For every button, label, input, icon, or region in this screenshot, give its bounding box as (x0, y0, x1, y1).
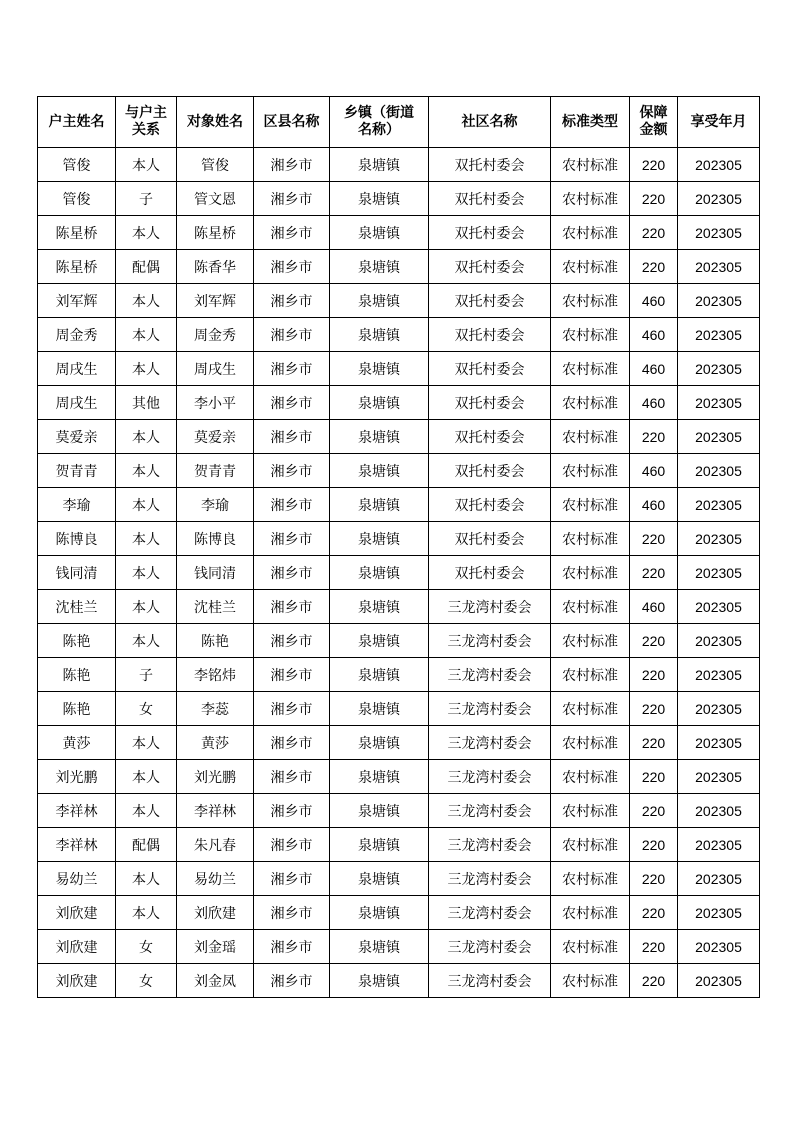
cell-county: 湘乡市 (254, 284, 330, 318)
cell-county: 湘乡市 (254, 658, 330, 692)
cell-month: 202305 (678, 692, 760, 726)
cell-standard-type: 农村标准 (551, 964, 630, 998)
cell-month: 202305 (678, 386, 760, 420)
header-county: 区县名称 (254, 97, 330, 148)
cell-community: 双托村委会 (429, 352, 551, 386)
table-row (38, 420, 760, 454)
cell-person-name: 李蕊 (177, 692, 254, 726)
table-row (38, 488, 760, 522)
cell-township: 泉塘镇 (330, 420, 429, 454)
table-body (38, 148, 760, 998)
cell-community: 双托村委会 (429, 148, 551, 182)
cell-householder: 易幼兰 (38, 862, 116, 896)
cell-month: 202305 (678, 250, 760, 284)
cell-township: 泉塘镇 (330, 148, 429, 182)
cell-county: 湘乡市 (254, 148, 330, 182)
cell-relation: 本人 (116, 726, 177, 760)
cell-county: 湘乡市 (254, 862, 330, 896)
cell-standard-type: 农村标准 (551, 182, 630, 216)
cell-community: 双托村委会 (429, 284, 551, 318)
table-row (38, 896, 760, 930)
header-householder: 户主姓名 (38, 97, 116, 148)
cell-relation: 本人 (116, 590, 177, 624)
cell-township: 泉塘镇 (330, 488, 429, 522)
cell-amount: 460 (630, 284, 678, 318)
cell-householder: 管俊 (38, 182, 116, 216)
cell-standard-type: 农村标准 (551, 250, 630, 284)
cell-amount: 220 (630, 692, 678, 726)
cell-township: 泉塘镇 (330, 692, 429, 726)
cell-person-name: 李铭炜 (177, 658, 254, 692)
cell-community: 三龙湾村委会 (429, 896, 551, 930)
cell-person-name: 刘金瑶 (177, 930, 254, 964)
cell-person-name: 周金秀 (177, 318, 254, 352)
cell-householder: 刘军辉 (38, 284, 116, 318)
cell-person-name: 李瑜 (177, 488, 254, 522)
cell-relation: 配偶 (116, 250, 177, 284)
cell-standard-type: 农村标准 (551, 624, 630, 658)
cell-standard-type: 农村标准 (551, 658, 630, 692)
table-row (38, 182, 760, 216)
cell-amount: 220 (630, 862, 678, 896)
table-row (38, 454, 760, 488)
cell-month: 202305 (678, 488, 760, 522)
cell-amount: 220 (630, 964, 678, 998)
table-row (38, 590, 760, 624)
cell-relation: 本人 (116, 522, 177, 556)
cell-month: 202305 (678, 760, 760, 794)
cell-relation: 本人 (116, 556, 177, 590)
cell-relation: 本人 (116, 216, 177, 250)
cell-standard-type: 农村标准 (551, 556, 630, 590)
cell-relation: 本人 (116, 148, 177, 182)
cell-month: 202305 (678, 182, 760, 216)
cell-householder: 刘欣建 (38, 896, 116, 930)
cell-county: 湘乡市 (254, 590, 330, 624)
cell-relation: 本人 (116, 454, 177, 488)
cell-relation: 配偶 (116, 828, 177, 862)
cell-amount: 220 (630, 624, 678, 658)
cell-person-name: 李祥林 (177, 794, 254, 828)
cell-amount: 460 (630, 454, 678, 488)
cell-month: 202305 (678, 556, 760, 590)
cell-county: 湘乡市 (254, 182, 330, 216)
cell-amount: 220 (630, 896, 678, 930)
table-row (38, 828, 760, 862)
cell-standard-type: 农村标准 (551, 318, 630, 352)
table-row (38, 658, 760, 692)
cell-standard-type: 农村标准 (551, 896, 630, 930)
cell-township: 泉塘镇 (330, 930, 429, 964)
cell-person-name: 李小平 (177, 386, 254, 420)
cell-community: 三龙湾村委会 (429, 964, 551, 998)
cell-householder: 陈艳 (38, 692, 116, 726)
cell-community: 三龙湾村委会 (429, 624, 551, 658)
table-row (38, 250, 760, 284)
cell-township: 泉塘镇 (330, 250, 429, 284)
table-row (38, 284, 760, 318)
cell-relation: 本人 (116, 488, 177, 522)
cell-county: 湘乡市 (254, 760, 330, 794)
table-row (38, 216, 760, 250)
table-row (38, 794, 760, 828)
cell-township: 泉塘镇 (330, 964, 429, 998)
cell-township: 泉塘镇 (330, 318, 429, 352)
table-row (38, 726, 760, 760)
cell-amount: 460 (630, 386, 678, 420)
cell-month: 202305 (678, 148, 760, 182)
cell-relation: 本人 (116, 794, 177, 828)
cell-community: 三龙湾村委会 (429, 726, 551, 760)
cell-community: 三龙湾村委会 (429, 760, 551, 794)
cell-township: 泉塘镇 (330, 658, 429, 692)
cell-month: 202305 (678, 352, 760, 386)
cell-amount: 460 (630, 318, 678, 352)
table-row (38, 522, 760, 556)
cell-relation: 本人 (116, 352, 177, 386)
cell-township: 泉塘镇 (330, 182, 429, 216)
cell-householder: 刘光鹏 (38, 760, 116, 794)
table-row (38, 318, 760, 352)
cell-householder: 周戌生 (38, 352, 116, 386)
cell-standard-type: 农村标准 (551, 522, 630, 556)
cell-month: 202305 (678, 964, 760, 998)
cell-township: 泉塘镇 (330, 454, 429, 488)
cell-standard-type: 农村标准 (551, 794, 630, 828)
cell-householder: 钱同清 (38, 556, 116, 590)
cell-relation: 本人 (116, 760, 177, 794)
cell-standard-type: 农村标准 (551, 590, 630, 624)
cell-person-name: 陈香华 (177, 250, 254, 284)
cell-month: 202305 (678, 522, 760, 556)
cell-county: 湘乡市 (254, 352, 330, 386)
cell-amount: 220 (630, 828, 678, 862)
cell-community: 双托村委会 (429, 318, 551, 352)
cell-community: 三龙湾村委会 (429, 794, 551, 828)
cell-relation: 本人 (116, 862, 177, 896)
cell-householder: 陈艳 (38, 624, 116, 658)
table-row (38, 760, 760, 794)
cell-standard-type: 农村标准 (551, 862, 630, 896)
cell-person-name: 管俊 (177, 148, 254, 182)
cell-community: 双托村委会 (429, 250, 551, 284)
cell-township: 泉塘镇 (330, 862, 429, 896)
cell-county: 湘乡市 (254, 828, 330, 862)
cell-county: 湘乡市 (254, 692, 330, 726)
cell-householder: 陈星桥 (38, 216, 116, 250)
cell-township: 泉塘镇 (330, 590, 429, 624)
header-amount: 保障金额 (630, 97, 678, 148)
cell-householder: 陈博良 (38, 522, 116, 556)
cell-month: 202305 (678, 420, 760, 454)
cell-county: 湘乡市 (254, 454, 330, 488)
cell-month: 202305 (678, 590, 760, 624)
cell-householder: 周金秀 (38, 318, 116, 352)
cell-standard-type: 农村标准 (551, 284, 630, 318)
cell-householder: 沈桂兰 (38, 590, 116, 624)
cell-community: 双托村委会 (429, 454, 551, 488)
cell-relation: 女 (116, 930, 177, 964)
cell-householder: 李祥林 (38, 794, 116, 828)
cell-amount: 220 (630, 522, 678, 556)
cell-county: 湘乡市 (254, 318, 330, 352)
cell-householder: 李祥林 (38, 828, 116, 862)
cell-county: 湘乡市 (254, 624, 330, 658)
cell-person-name: 周戌生 (177, 352, 254, 386)
cell-relation: 本人 (116, 420, 177, 454)
subsidy-table (37, 96, 760, 998)
cell-township: 泉塘镇 (330, 726, 429, 760)
cell-amount: 220 (630, 658, 678, 692)
cell-householder: 陈星桥 (38, 250, 116, 284)
header-relation: 与户主关系 (116, 97, 177, 148)
cell-community: 三龙湾村委会 (429, 828, 551, 862)
cell-month: 202305 (678, 896, 760, 930)
cell-amount: 220 (630, 148, 678, 182)
cell-householder: 李瑜 (38, 488, 116, 522)
cell-community: 双托村委会 (429, 488, 551, 522)
cell-amount: 460 (630, 352, 678, 386)
cell-amount: 460 (630, 488, 678, 522)
table-row (38, 930, 760, 964)
cell-county: 湘乡市 (254, 726, 330, 760)
cell-householder: 黄莎 (38, 726, 116, 760)
cell-amount: 220 (630, 760, 678, 794)
cell-amount: 220 (630, 930, 678, 964)
cell-relation: 其他 (116, 386, 177, 420)
cell-community: 双托村委会 (429, 420, 551, 454)
cell-householder: 管俊 (38, 148, 116, 182)
cell-person-name: 钱同清 (177, 556, 254, 590)
cell-community: 三龙湾村委会 (429, 930, 551, 964)
header-row (38, 97, 760, 148)
cell-month: 202305 (678, 930, 760, 964)
cell-community: 三龙湾村委会 (429, 692, 551, 726)
cell-standard-type: 农村标准 (551, 726, 630, 760)
cell-amount: 220 (630, 182, 678, 216)
cell-relation: 子 (116, 182, 177, 216)
cell-person-name: 刘军辉 (177, 284, 254, 318)
cell-person-name: 管文恩 (177, 182, 254, 216)
cell-community: 双托村委会 (429, 216, 551, 250)
cell-county: 湘乡市 (254, 488, 330, 522)
cell-township: 泉塘镇 (330, 624, 429, 658)
cell-standard-type: 农村标准 (551, 454, 630, 488)
cell-amount: 460 (630, 590, 678, 624)
cell-standard-type: 农村标准 (551, 386, 630, 420)
cell-month: 202305 (678, 862, 760, 896)
cell-person-name: 陈博良 (177, 522, 254, 556)
cell-month: 202305 (678, 318, 760, 352)
cell-person-name: 刘光鹏 (177, 760, 254, 794)
cell-county: 湘乡市 (254, 250, 330, 284)
cell-month: 202305 (678, 658, 760, 692)
cell-month: 202305 (678, 794, 760, 828)
table-row (38, 624, 760, 658)
cell-month: 202305 (678, 284, 760, 318)
cell-relation: 本人 (116, 624, 177, 658)
cell-person-name: 贺青青 (177, 454, 254, 488)
cell-county: 湘乡市 (254, 216, 330, 250)
header-person-name: 对象姓名 (177, 97, 254, 148)
cell-amount: 220 (630, 726, 678, 760)
table-row (38, 862, 760, 896)
cell-county: 湘乡市 (254, 386, 330, 420)
table-row (38, 352, 760, 386)
cell-township: 泉塘镇 (330, 556, 429, 590)
cell-relation: 本人 (116, 284, 177, 318)
header-township: 乡镇（街道名称） (330, 97, 429, 148)
cell-person-name: 刘欣建 (177, 896, 254, 930)
cell-standard-type: 农村标准 (551, 760, 630, 794)
cell-standard-type: 农村标准 (551, 148, 630, 182)
cell-person-name: 陈星桥 (177, 216, 254, 250)
cell-relation: 女 (116, 964, 177, 998)
table-row (38, 692, 760, 726)
cell-standard-type: 农村标准 (551, 828, 630, 862)
cell-county: 湘乡市 (254, 896, 330, 930)
cell-standard-type: 农村标准 (551, 488, 630, 522)
cell-township: 泉塘镇 (330, 352, 429, 386)
cell-community: 双托村委会 (429, 182, 551, 216)
cell-township: 泉塘镇 (330, 386, 429, 420)
cell-person-name: 朱凡春 (177, 828, 254, 862)
cell-relation: 本人 (116, 318, 177, 352)
cell-township: 泉塘镇 (330, 216, 429, 250)
cell-householder: 陈艳 (38, 658, 116, 692)
cell-county: 湘乡市 (254, 794, 330, 828)
cell-standard-type: 农村标准 (551, 216, 630, 250)
cell-amount: 220 (630, 794, 678, 828)
cell-month: 202305 (678, 624, 760, 658)
cell-householder: 刘欣建 (38, 930, 116, 964)
cell-relation: 本人 (116, 896, 177, 930)
table-row (38, 556, 760, 590)
cell-relation: 女 (116, 692, 177, 726)
cell-county: 湘乡市 (254, 522, 330, 556)
cell-relation: 子 (116, 658, 177, 692)
cell-person-name: 黄莎 (177, 726, 254, 760)
cell-householder: 莫爱亲 (38, 420, 116, 454)
cell-month: 202305 (678, 454, 760, 488)
cell-month: 202305 (678, 726, 760, 760)
cell-township: 泉塘镇 (330, 896, 429, 930)
cell-householder: 周戌生 (38, 386, 116, 420)
table-header (38, 97, 760, 148)
cell-county: 湘乡市 (254, 930, 330, 964)
table-row (38, 386, 760, 420)
cell-community: 双托村委会 (429, 386, 551, 420)
table-row (38, 148, 760, 182)
cell-standard-type: 农村标准 (551, 930, 630, 964)
cell-amount: 220 (630, 556, 678, 590)
cell-community: 双托村委会 (429, 522, 551, 556)
cell-county: 湘乡市 (254, 556, 330, 590)
cell-person-name: 刘金凤 (177, 964, 254, 998)
table-row (38, 964, 760, 998)
cell-standard-type: 农村标准 (551, 352, 630, 386)
cell-township: 泉塘镇 (330, 794, 429, 828)
cell-householder: 贺青青 (38, 454, 116, 488)
cell-standard-type: 农村标准 (551, 420, 630, 454)
cell-community: 三龙湾村委会 (429, 658, 551, 692)
cell-householder: 刘欣建 (38, 964, 116, 998)
cell-township: 泉塘镇 (330, 760, 429, 794)
cell-amount: 220 (630, 250, 678, 284)
cell-county: 湘乡市 (254, 964, 330, 998)
cell-person-name: 易幼兰 (177, 862, 254, 896)
header-month: 享受年月 (678, 97, 760, 148)
header-community: 社区名称 (429, 97, 551, 148)
cell-person-name: 沈桂兰 (177, 590, 254, 624)
cell-month: 202305 (678, 216, 760, 250)
cell-community: 三龙湾村委会 (429, 590, 551, 624)
cell-community: 三龙湾村委会 (429, 862, 551, 896)
cell-standard-type: 农村标准 (551, 692, 630, 726)
cell-person-name: 莫爱亲 (177, 420, 254, 454)
cell-county: 湘乡市 (254, 420, 330, 454)
cell-township: 泉塘镇 (330, 522, 429, 556)
cell-month: 202305 (678, 828, 760, 862)
cell-person-name: 陈艳 (177, 624, 254, 658)
cell-township: 泉塘镇 (330, 828, 429, 862)
cell-township: 泉塘镇 (330, 284, 429, 318)
cell-community: 双托村委会 (429, 556, 551, 590)
header-standard-type: 标准类型 (551, 97, 630, 148)
cell-amount: 220 (630, 420, 678, 454)
cell-amount: 220 (630, 216, 678, 250)
